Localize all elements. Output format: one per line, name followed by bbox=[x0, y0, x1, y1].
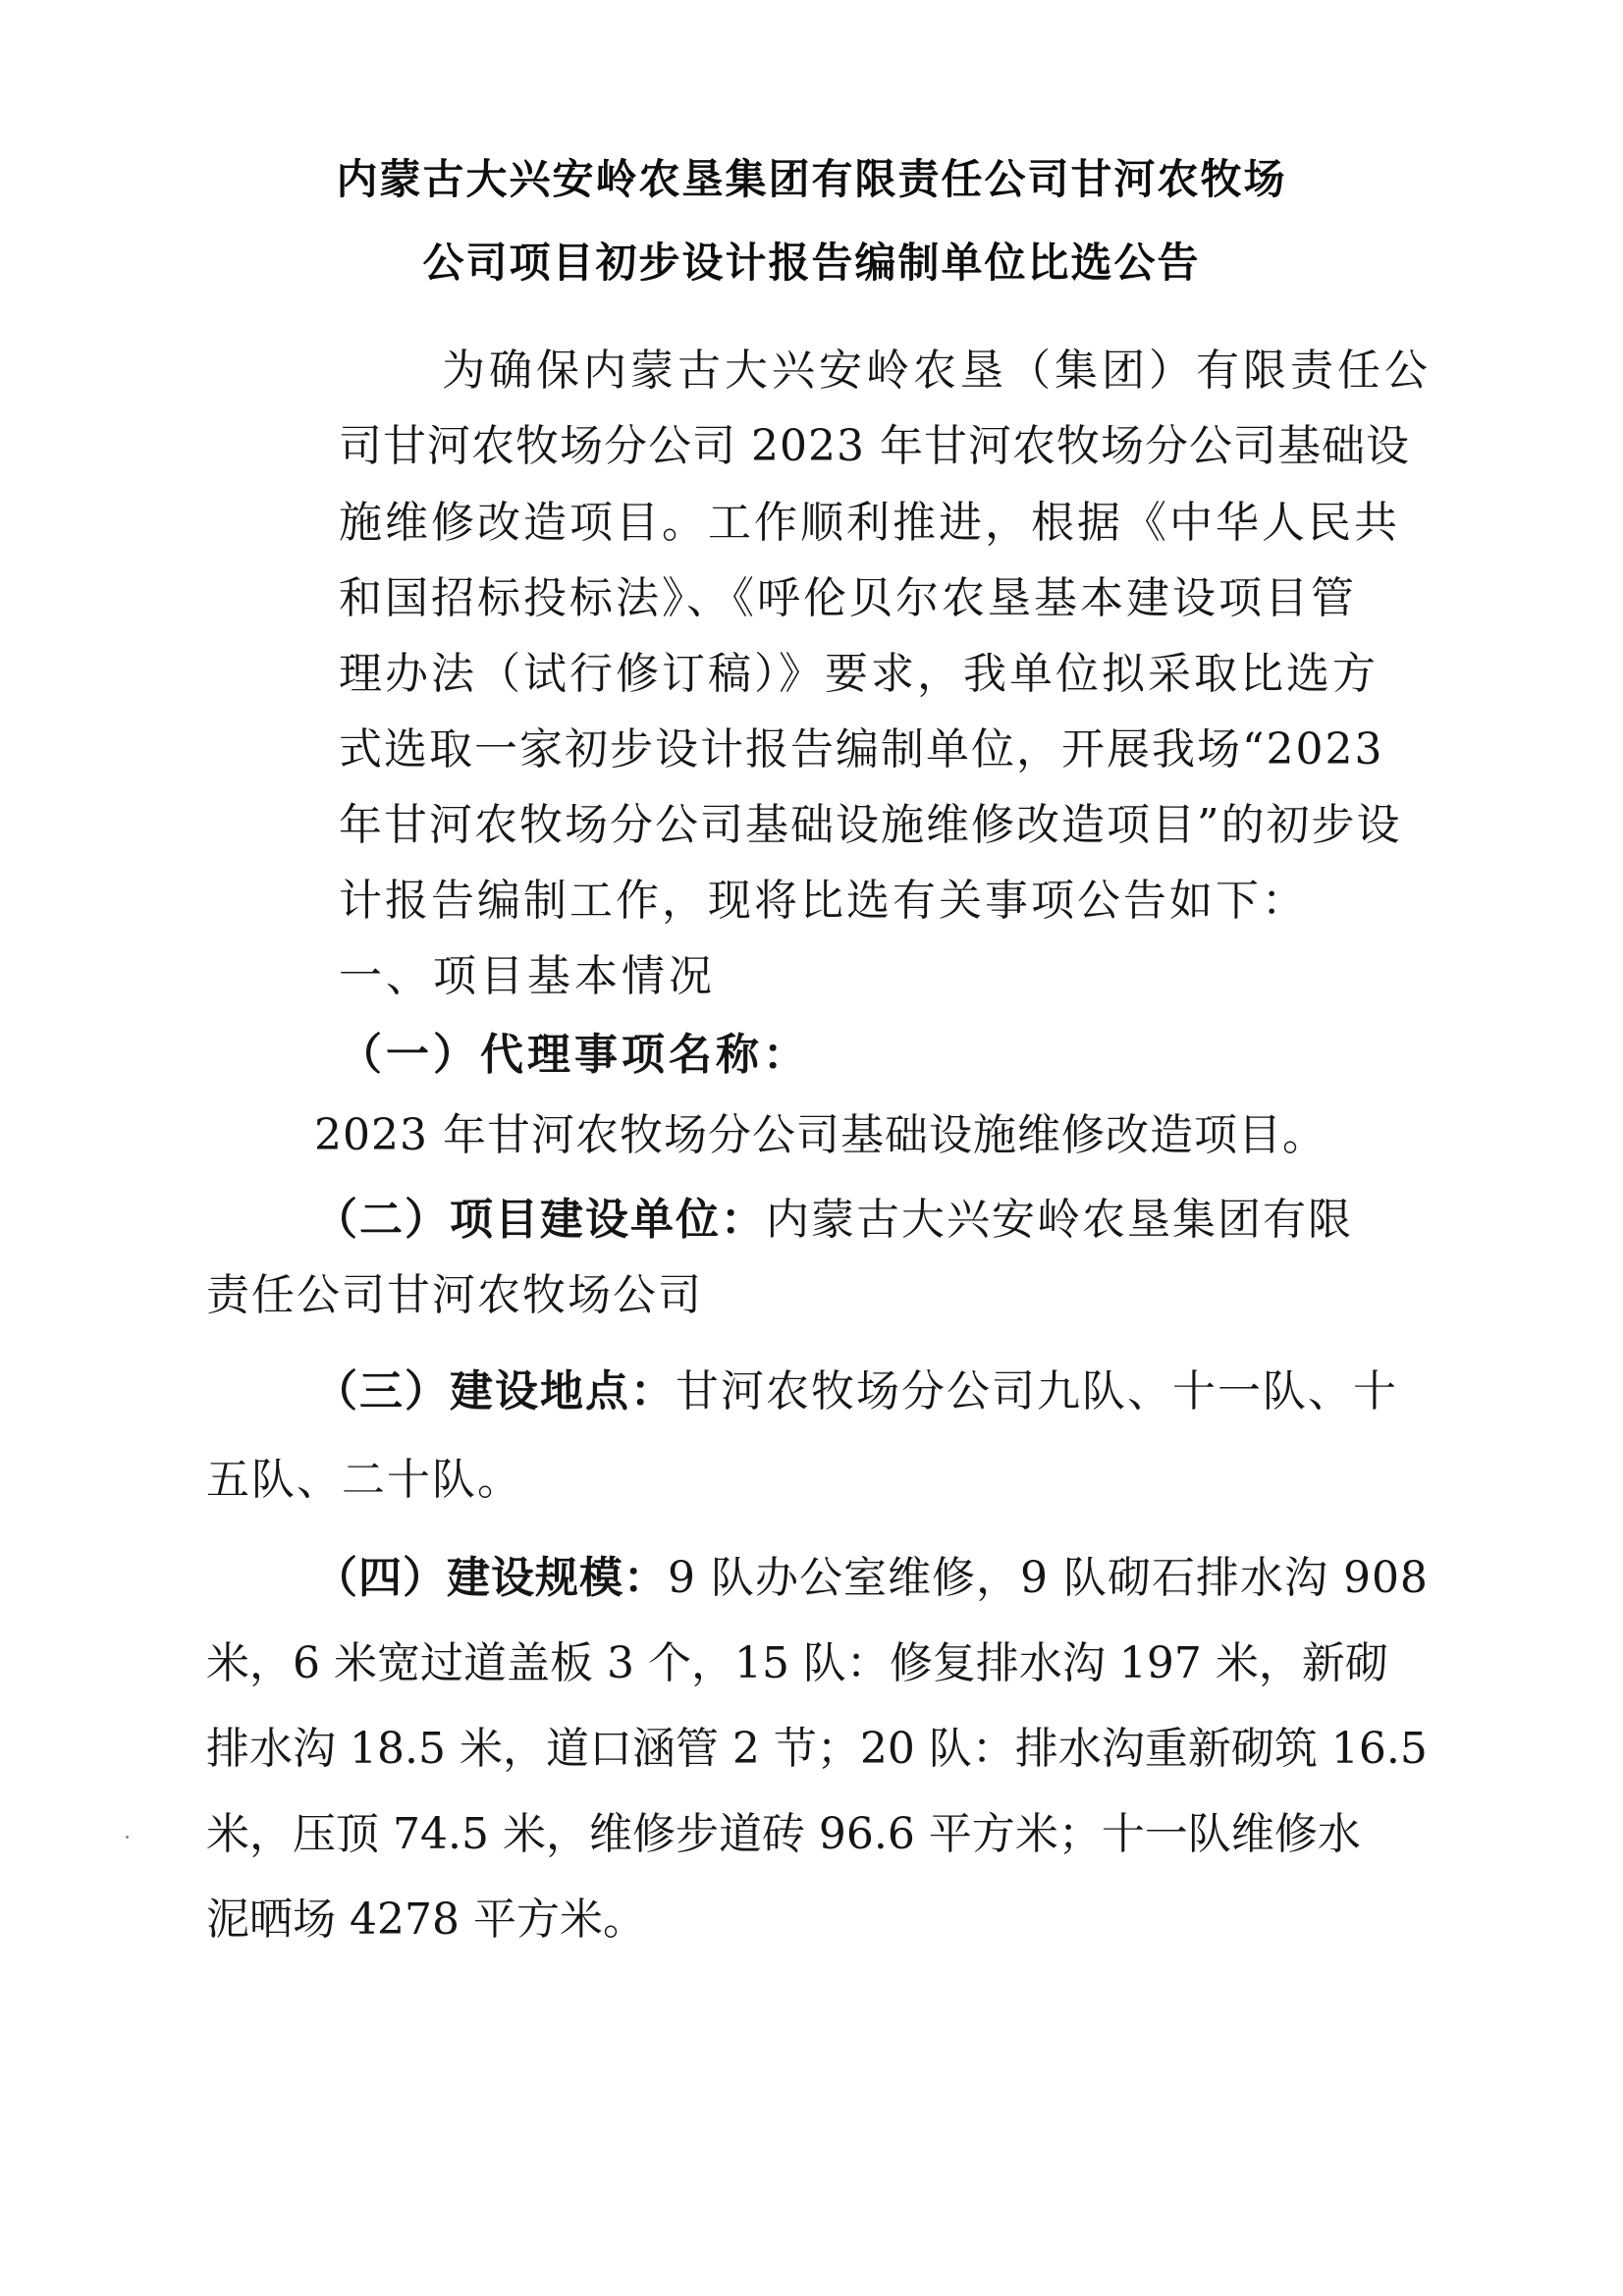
item-2-label: （二）项目建设单位： bbox=[314, 1195, 766, 1245]
item-3-line-2: 五队、二十队。 bbox=[206, 1455, 522, 1505]
intro-line-5: 理办法（试行修订稿）》要求，我单位拟采取比选方 bbox=[339, 649, 1379, 699]
scan-speck bbox=[126, 1836, 129, 1839]
intro-line-1: 为确保内蒙古大兴安岭农垦（集团）有限责任公 bbox=[442, 346, 1432, 396]
item-2-value: 内蒙古大兴安岭农垦集团有限 bbox=[766, 1195, 1353, 1245]
intro-line-2: 司甘河农牧场分公司 2023 年甘河农牧场分公司基础设 bbox=[339, 421, 1410, 471]
item-4-line-5: 泥晒场 4278 平方米。 bbox=[206, 1895, 646, 1945]
item-1-value: 2023 年甘河农牧场分公司基础设施维修改造项目。 bbox=[314, 1110, 1326, 1160]
item-4-line-3: 排水沟 18.5 米，道口涵管 2 节；20 队：排水沟重新砌筑 16.5 bbox=[206, 1724, 1428, 1774]
item-4-line-4: 米，压顶 74.5 米，维修步道砖 96.6 平方米；十一队维修水 bbox=[206, 1809, 1361, 1859]
item-2-line-2: 责任公司甘河农牧场公司 bbox=[206, 1270, 703, 1320]
document-title-line-1: 内蒙古大兴安岭农垦集团有限责任公司甘河农牧场 bbox=[336, 155, 1287, 203]
item-3-label: （三）建设地点： bbox=[314, 1366, 676, 1416]
intro-line-4: 和国招标投标法》、《呼伦贝尔农垦基本建设项目管 bbox=[339, 573, 1357, 623]
intro-line-3: 施维修改造项目。工作顺利推进，根据《中华人民共 bbox=[339, 498, 1400, 548]
intro-line-6: 式选取一家初步设计报告编制单位，开展我场“2023 bbox=[339, 724, 1384, 774]
item-4-line-2: 米，6 米宽过道盖板 3 个，15 队：修复排水沟 197 米，新砌 bbox=[206, 1638, 1388, 1688]
intro-line-7: 年甘河农牧场分公司基础设施维修改造项目”的初步设 bbox=[339, 800, 1402, 850]
intro-line-8: 计报告编制工作，现将比选有关事项公告如下： bbox=[339, 876, 1308, 926]
item-4-label: （四）建设规模： bbox=[314, 1553, 668, 1603]
item-4-line-1 bbox=[314, 1549, 1429, 1608]
item-3-line-1 bbox=[314, 1362, 1398, 1421]
item-2-line-1 bbox=[314, 1191, 1353, 1250]
item-3-value: 甘河农牧场分公司九队、十一队、十 bbox=[676, 1366, 1398, 1416]
document-title-line-2: 公司项目初步设计报告编制单位比选公告 bbox=[422, 239, 1201, 287]
item-1-label: （一）代理事项名称： bbox=[339, 1030, 810, 1080]
section-1-heading: 一、项目基本情况 bbox=[339, 951, 716, 1001]
item-4-value: 9 队办公室维修，9 队砌石排水沟 908 bbox=[668, 1553, 1429, 1603]
